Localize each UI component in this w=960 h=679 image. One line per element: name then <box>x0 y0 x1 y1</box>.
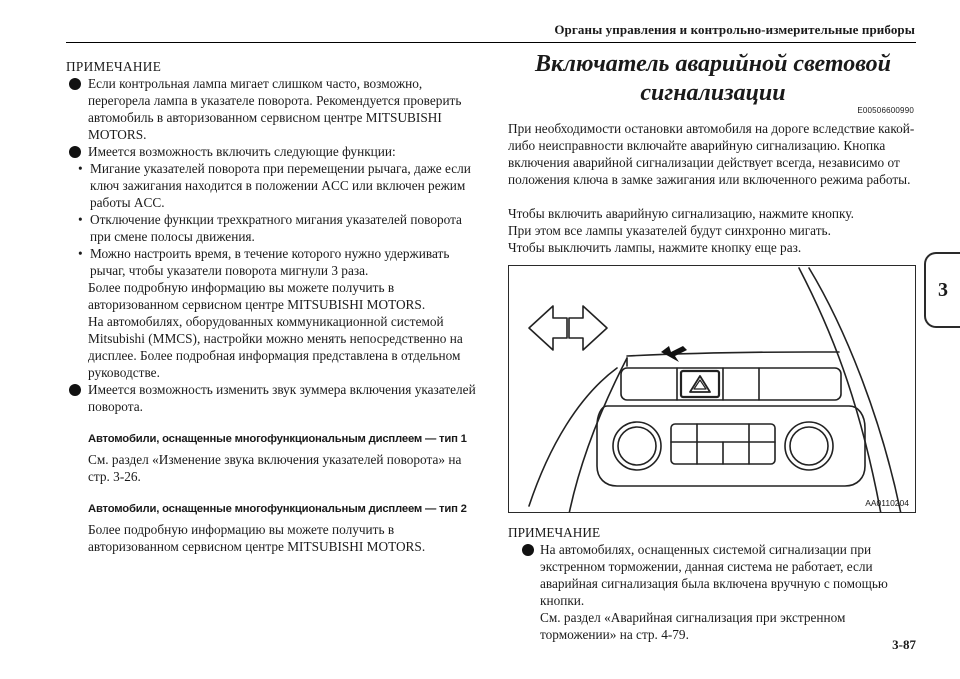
chapter-tab: 3 <box>924 252 960 328</box>
bullet-dot-icon <box>69 384 81 396</box>
instruction-line: Чтобы выключить лампы, нажмите кнопку еще раз. <box>508 240 802 255</box>
note-bullet-text: Имеется возможность изменить звук зуммера включения указателей поворота. <box>88 382 476 414</box>
note-bullet-text: Если контрольная лампа мигает слишком часто, возможно, перегорела лампа в указателе поворота. Рекомендуется проверить автомобиль в авторизованном сервисном центре MITSUBISHI MOTORS. <box>88 76 462 142</box>
sub-bullet-icon: • <box>78 246 83 261</box>
sub-item-text: Отключение функции трехкратного мигания указателей поворота при смене полосы движения. <box>90 212 462 244</box>
type2-subheading: Автомобили, оснащенные многофункциональным дисплеем — тип 2 <box>88 503 467 515</box>
hazard-triangle-icon <box>690 376 710 392</box>
note-paragraph: На автомобилях, оборудованных коммуникационной системой Mitsubishi (MMCS), настройки можно менять непосредственно на дисплее. Более подробная информация представлена в отдельном руководстве. <box>88 314 463 380</box>
note-title: ПРИМЕЧАНИЕ <box>508 525 601 540</box>
intro-paragraph: При необходимости остановки автомобиля на дороге вследствие какой-либо неисправности включайте аварийную сигнализацию. Кнопка включения аварийной сигнализации действует всегда, независимо от положения ключа в замке зажигания или включенного режима работы. <box>508 121 915 187</box>
bullet-dot-icon <box>69 78 81 90</box>
note-bullet-text: Имеется возможность включить следующие функции: <box>88 144 396 159</box>
note-paragraph: См. раздел «Аварийная сигнализация при экстренном торможении» на стр. 4-79. <box>540 610 846 642</box>
section-ref-code: E00506600990 <box>857 106 914 115</box>
bullet-dot-icon <box>69 146 81 158</box>
sub-item <box>66 160 480 211</box>
illustration-code: AA0110204 <box>865 498 909 508</box>
instruction-line: При этом все лампы указателей будут синхронно мигать. <box>508 223 831 238</box>
sub-bullet-icon: • <box>78 161 83 176</box>
sub-item <box>66 211 480 245</box>
note-title: ПРИМЕЧАНИЕ <box>66 59 162 74</box>
type2-body: Более подробную информацию вы можете получить в авторизованном сервисном центре MITSUBISHI MOTORS. <box>88 522 426 554</box>
note-bullet-text: На автомобилях, оснащенных системой сигнализации при экстренном торможении, данная система не работает, если аварийная сигнализация была включена вручную с помощью кнопки. <box>540 542 888 608</box>
section-heading-line2: сигнализации <box>640 80 786 106</box>
note-paragraph: Более подробную информацию вы можете получить в авторизованном сервисном центре MITSUBISHI MOTORS. <box>88 280 426 312</box>
section-body <box>508 120 920 256</box>
sub-bullet-icon: • <box>78 212 83 227</box>
console-drawing <box>509 266 916 513</box>
sub-item-text: Можно настроить время, в течение которого нужно удерживать рычаг, чтобы указатели поворота мигнули 3 раза. <box>90 246 450 278</box>
section-heading <box>508 50 918 108</box>
turn-signal-arrows-icon <box>529 306 607 350</box>
sub-item-text: Мигание указателей поворота при перемещении рычага, даже если ключ зажигания находится в положении ACC или включен режим работы ACC. <box>90 161 471 210</box>
page-number: 3-87 <box>892 637 916 652</box>
sub-item <box>66 245 480 279</box>
section-heading-line1: Включатель аварийной световой <box>535 51 891 77</box>
note-bullet <box>66 143 480 160</box>
instruction-line: Чтобы включить аварийную сигнализацию, нажмите кнопку. <box>508 206 854 221</box>
type1-subheading: Автомобили, оснащенные многофункциональным дисплеем — тип 1 <box>88 433 467 445</box>
left-column <box>66 58 480 555</box>
type1-body: См. раздел «Изменение звука включения указателей поворота» на стр. 3-26. <box>88 452 462 484</box>
running-header-title: Органы управления и контрольно-измерительные приборы <box>554 22 915 37</box>
note-bullet <box>66 75 480 143</box>
note-bullet <box>66 381 480 415</box>
bottom-note <box>508 524 920 643</box>
bullet-dot-icon <box>522 544 534 556</box>
hazard-switch-illustration <box>508 265 916 513</box>
note-bullet <box>508 541 920 609</box>
header-divider <box>66 42 916 43</box>
